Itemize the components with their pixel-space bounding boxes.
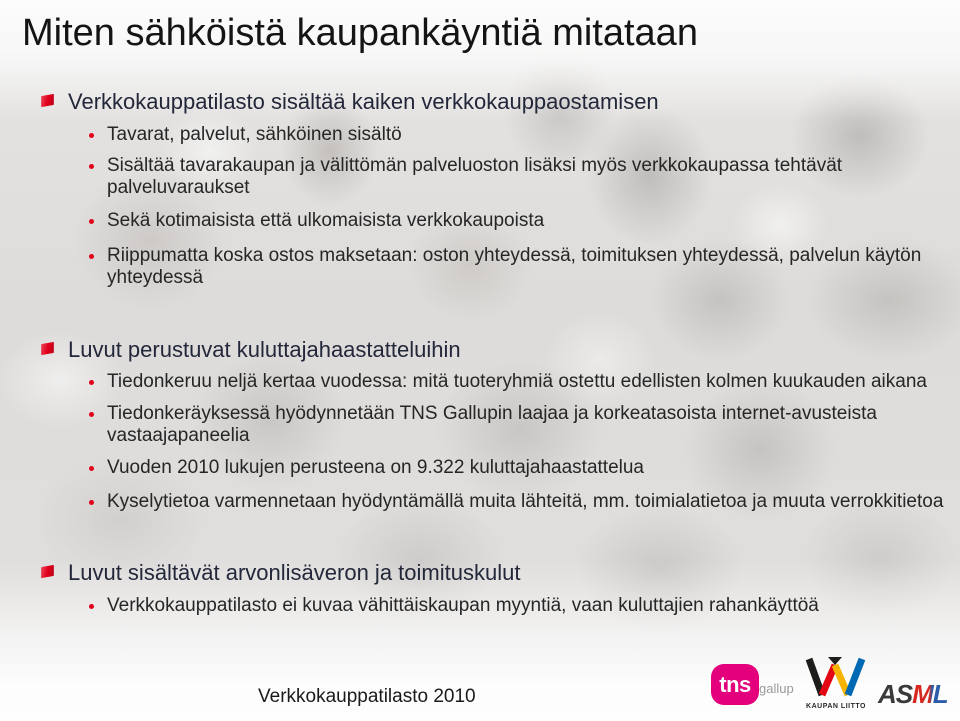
bullet-item: [107, 371, 957, 393]
red-dot-bullet-icon: [89, 219, 94, 224]
logo-stroke-red: [822, 665, 835, 695]
bullet-item: [107, 210, 957, 232]
section-heading-2: [68, 337, 461, 363]
bullet-item-text: Verkkokauppatilasto ei kuvaa vähittäiskaupan myyntiä, vaan kuluttajien rahankäyttöä: [107, 595, 819, 616]
asml-logo: [878, 679, 948, 709]
kaupan-liitto-logo-icon: [804, 655, 868, 701]
section-heading-text: Verkkokauppatilasto sisältää kaiken verkkokauppaostamisen: [68, 89, 659, 114]
red-dot-bullet-icon: [89, 412, 94, 417]
tns-gallup-wordmark: gallup: [759, 681, 794, 696]
red-dot-bullet-icon: [89, 500, 94, 505]
logo-triangle: [828, 657, 842, 665]
red-dot-bullet-icon: [89, 380, 94, 385]
bullet-item-text: Kyselytietoa varmennetaan hyödyntämällä muita lähteitä, mm. toimialatietoa ja muuta verrokkitietoa: [107, 491, 944, 512]
red-square-bullet-icon: [41, 94, 54, 107]
tns-gallup-logo: tns: [711, 664, 759, 705]
red-dot-bullet-icon: [89, 254, 94, 259]
asml-logo-part-a: AS: [878, 679, 913, 709]
asml-logo-part-b: ML: [912, 679, 948, 709]
bullet-item: [107, 124, 957, 146]
bullet-item-text: Tiedonkeräyksessä hyödynnetään TNS Gallupin laajaa ja korkeatasoista internet-avusteista vastaajapaneelia: [107, 403, 877, 446]
bullet-item-text: Riippumatta koska ostos maksetaan: oston yhteydessä, toimituksen yhteydessä, palvelun käytön yhteydessä: [107, 245, 922, 288]
bullet-item-text: Sisältää tavarakaupan ja välittömän palveluoston lisäksi myös verkkokaupassa tehtävät palveluvaraukset: [107, 155, 843, 198]
bullet-item-text: Tavarat, palvelut, sähköinen sisältö: [107, 124, 402, 145]
section-heading-text: Luvut sisältävät arvonlisäveron ja toimituskulut: [68, 560, 521, 585]
logo-stroke-black: [809, 659, 822, 695]
bullet-item: [107, 595, 957, 617]
bullet-item-text: Vuoden 2010 lukujen perusteena on 9.322 kuluttajahaastattelua: [107, 457, 645, 478]
section-heading-text: Luvut perustuvat kuluttajahaastatteluihin: [68, 337, 461, 362]
bullet-item-text: Sekä kotimaisista että ulkomaisista verkkokaupoista: [107, 210, 545, 231]
section-heading-1: [68, 89, 659, 115]
bullet-item: [107, 403, 957, 447]
slide-footer: Verkkokauppatilasto 2010: [258, 686, 476, 707]
red-square-bullet-icon: [41, 565, 54, 578]
bullet-item-text: Tiedonkeruu neljä kertaa vuodessa: mitä tuoteryhmiä ostettu edellisten kolmen kuukauden aikana: [107, 371, 927, 392]
red-dot-bullet-icon: [89, 466, 94, 471]
bullet-item: [107, 457, 957, 479]
red-dot-bullet-icon: [89, 133, 94, 138]
logo-stroke-blue: [848, 659, 862, 695]
red-dot-bullet-icon: [89, 164, 94, 169]
red-square-bullet-icon: [41, 342, 54, 355]
kaupan-liitto-wordmark: KAUPAN LIITTO: [806, 703, 866, 710]
bullet-item: [107, 155, 957, 199]
bullet-item: [107, 245, 957, 289]
bullet-item: [107, 491, 957, 513]
slide-title: Miten sähköistä kaupankäyntiä mitataan: [22, 12, 698, 54]
section-heading-3: [68, 560, 520, 586]
red-dot-bullet-icon: [89, 604, 94, 609]
